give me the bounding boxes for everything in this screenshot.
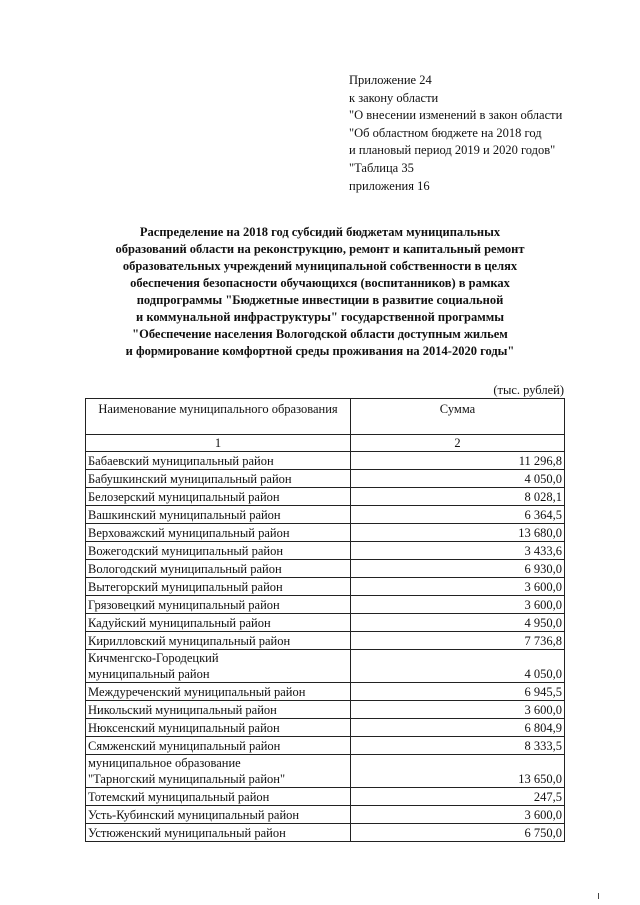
municipality-name [86, 788, 351, 806]
municipality-name-line: Нюксенский муниципальный район [88, 721, 280, 735]
table-row [86, 683, 565, 701]
subsidy-amount: 13 680,0 [351, 524, 565, 542]
subsidy-amount: 7 736,8 [351, 632, 565, 650]
subsidy-amount: 3 600,0 [351, 578, 565, 596]
subsidy-amount: 4 050,0 [351, 650, 565, 683]
header-name: Наименование муниципального образования [86, 399, 351, 435]
appendix-line: "Таблица 35 [349, 160, 414, 175]
title-line: и формирование комфортной среды проживания на 2014-2020 годы" [125, 344, 515, 358]
municipality-name [86, 755, 351, 788]
municipality-name-line: Грязовецкий муниципальный район [88, 598, 280, 612]
subsidy-amount: 6 945,5 [351, 683, 565, 701]
table-row [86, 614, 565, 632]
subsidy-table [85, 398, 565, 842]
table-row [86, 488, 565, 506]
table-header-row [86, 399, 565, 435]
table-row [86, 701, 565, 719]
table-row [86, 524, 565, 542]
table-row [86, 719, 565, 737]
municipality-name-line: Сямженский муниципальный район [88, 739, 281, 753]
municipality-name [86, 578, 351, 596]
municipality-name [86, 824, 351, 842]
subsidy-amount: 6 750,0 [351, 824, 565, 842]
municipality-name-line: Междуреченский муниципальный район [88, 685, 306, 699]
subsidy-amount: 8 028,1 [351, 488, 565, 506]
municipality-name [86, 632, 351, 650]
municipality-name-line: Тотемский муниципальный район [88, 790, 270, 804]
municipality-name [86, 614, 351, 632]
subsidy-amount: 6 804,9 [351, 719, 565, 737]
municipality-name [86, 488, 351, 506]
municipality-name-line: Белозерский муниципальный район [88, 490, 280, 504]
table-row [86, 737, 565, 755]
table-row [86, 806, 565, 824]
municipality-name [86, 560, 351, 578]
municipality-name-line: Верховажский муниципальный район [88, 526, 290, 540]
title-line: подпрограммы "Бюджетные инвестиции в развитие социальной [136, 293, 504, 307]
subsidy-amount: 8 333,5 [351, 737, 565, 755]
municipality-name-line: "Тарногский муниципальный район" [88, 772, 286, 786]
subsidy-amount: 6 364,5 [351, 506, 565, 524]
municipality-name-line: Вытегорский муниципальный район [88, 580, 283, 594]
appendix-line: "Об областном бюджете на 2018 год [349, 125, 542, 140]
table-row [86, 542, 565, 560]
table-row [86, 452, 565, 470]
municipality-name-line: Вожегодский муниципальный район [88, 544, 284, 558]
municipality-name-line: Бабаевский муниципальный район [88, 454, 274, 468]
column-number: 2 [351, 435, 565, 452]
title-line: Распределение на 2018 год субсидий бюджетам муниципальных [139, 225, 501, 239]
municipality-name-line: Устюженский муниципальный район [88, 826, 286, 840]
municipality-name-line: Никольский муниципальный район [88, 703, 277, 717]
table-row [86, 578, 565, 596]
municipality-name [86, 650, 351, 683]
table-row [86, 788, 565, 806]
appendix-line: Приложение 24 [349, 73, 432, 87]
municipality-name [86, 719, 351, 737]
table-body [86, 435, 565, 842]
municipality-name-line: Вологодский муниципальный район [88, 562, 282, 576]
column-number: 1 [86, 435, 351, 452]
municipality-name [86, 524, 351, 542]
appendix-line: и плановый период 2019 и 2020 годов" [349, 143, 556, 158]
appendix-line: приложения 16 [349, 178, 430, 193]
title-line: и коммунальной инфраструктуры" государственной программы [136, 310, 504, 324]
title-line: обеспечения безопасности обучающихся (воспитанников) в рамках [130, 276, 510, 290]
municipality-name-line: муниципальный район [88, 667, 210, 681]
municipality-name [86, 596, 351, 614]
appendix-reference [349, 72, 562, 195]
municipality-name [86, 452, 351, 470]
municipality-name-line: Усть-Кубинский муниципальный район [88, 808, 300, 822]
table-row [86, 560, 565, 578]
header-amount: Сумма [351, 399, 565, 435]
appendix-line: "О внесении изменений в закон области [349, 108, 563, 123]
table-row [86, 596, 565, 614]
subsidy-amount: 3 600,0 [351, 701, 565, 719]
table-row [86, 824, 565, 842]
municipality-name [86, 806, 351, 824]
municipality-name [86, 542, 351, 560]
subsidy-amount: 3 600,0 [351, 806, 565, 824]
municipality-name [86, 506, 351, 524]
municipality-name [86, 701, 351, 719]
appendix-line: к закону области [349, 90, 439, 105]
municipality-name-line: Кирилловский муниципальный район [88, 634, 291, 648]
subsidy-amount: 4 950,0 [351, 614, 565, 632]
table-row [86, 470, 565, 488]
municipality-name-line: Бабушкинский муниципальный район [88, 472, 292, 486]
scan-mark [598, 893, 599, 899]
subsidy-amount: 3 433,6 [351, 542, 565, 560]
subsidy-amount: 11 296,8 [351, 452, 565, 470]
subsidy-amount: 4 050,0 [351, 470, 565, 488]
municipality-name-line: Кадуйский муниципальный район [88, 616, 271, 630]
municipality-name-line: Кичменгско-Городецкий [88, 651, 219, 665]
units-label: (тыс. рублей) [493, 383, 564, 397]
title-line: "Обеспечение населения Вологодской области доступным жильем [132, 327, 508, 341]
table-row [86, 755, 565, 788]
table-row [86, 650, 565, 683]
title-line: образований области на реконструкцию, ремонт и капитальный ремонт [115, 242, 525, 256]
subsidy-amount: 6 930,0 [351, 560, 565, 578]
municipality-name-line: Вашкинский муниципальный район [88, 508, 281, 522]
subsidy-amount: 247,5 [351, 788, 565, 806]
subsidy-amount: 3 600,0 [351, 596, 565, 614]
municipality-name-line: муниципальное образование [88, 756, 241, 770]
document-title [80, 224, 560, 360]
table-row [86, 632, 565, 650]
table-row [86, 506, 565, 524]
title-line: образовательных учреждений муниципальной собственности в целях [122, 259, 518, 273]
municipality-name [86, 470, 351, 488]
municipality-name [86, 737, 351, 755]
municipality-name [86, 683, 351, 701]
column-number-row [86, 435, 565, 452]
subsidy-amount: 13 650,0 [351, 755, 565, 788]
